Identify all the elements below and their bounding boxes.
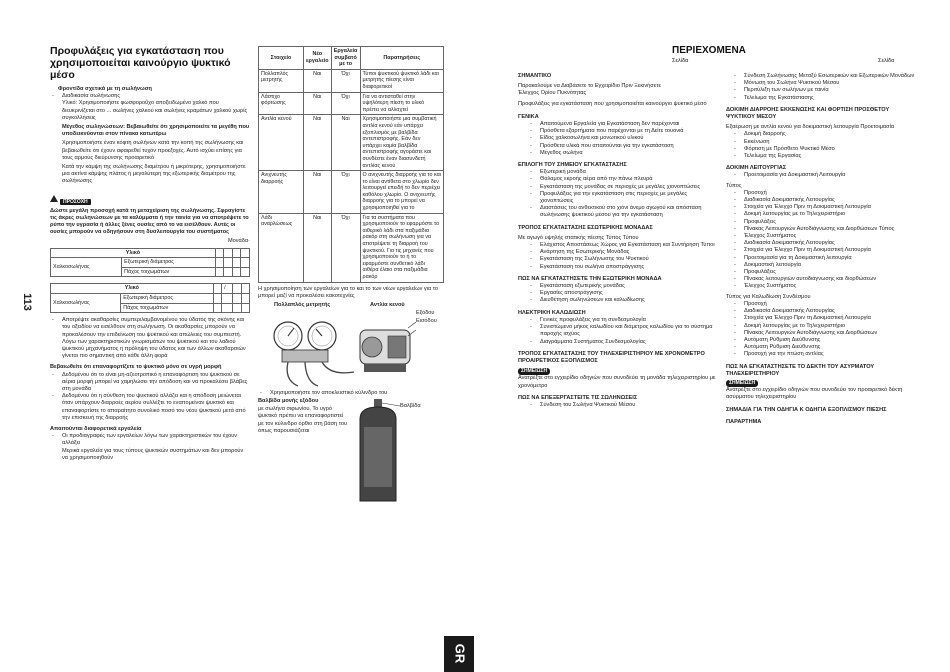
toc-list-electrical <box>518 317 716 346</box>
toc-item: - Στοιχεία για Έλεγχο Πριν τη Δοκιμαστική Λειτουργία <box>732 204 916 211</box>
toc-item: - Εγκατάσταση του σωλήνα αποστράγγισης <box>528 264 716 271</box>
unit-label: Μονάδα· <box>227 238 250 245</box>
toc-item: - Εξωτερική μονάδα <box>528 169 716 176</box>
table-row <box>259 171 444 214</box>
toc-list-indoor <box>518 242 716 271</box>
toc-item: - Αυτόματη Ρύθμιση Διεύθυνσης <box>732 337 916 344</box>
toc-item: - Ανάρτηση της Εσωτερικής Μονάδας <box>528 249 716 256</box>
toc-item: - Στοιχεία για Έλεγχο Πριν τη Δοκιμαστική Λειτουργία <box>732 247 916 254</box>
toc-type-label: Τύπος <box>726 182 742 189</box>
cylinder-block <box>258 397 448 507</box>
toc-item: - Περιτύλιξη των σωλήνων με ταινία <box>732 87 916 94</box>
tools-cell-new: Ναι <box>304 171 332 214</box>
sec2-list <box>50 372 250 422</box>
table-row <box>259 92 444 115</box>
toc-item: - Πίνακας Λειτουργιών Αυτοδιάγνωσης και Διορθώσεων <box>732 330 916 337</box>
toc-item: - Εγκατάσταση της Σωλήνωσης του Ψυκτικού <box>528 256 716 263</box>
toc-item: - Εγκατάσταση της μονάδας σε περιοχές με μεγάλες χιονοπτώσεις <box>528 184 716 191</box>
tools-cell-notes: Για τα συστήματα που χρησιμοποιούν το εφαρμόστε το αιθερικό λάδι στα παξιμάδια ρακόρ στη σωλήνωση για να αποτρέψετε τη διαρροή του ψυκτικού. Για τις μηχανές που χρησιμοποιούν το ή το εφαρμόστε συνθετικό λάδι αιθέρα έλαιο στα παξιμάδια ρακόρ <box>360 213 443 282</box>
toc-item: - Εργασίες αποστράγγισης <box>528 290 716 297</box>
cylinder-heading: Βαλβίδα μονής εξόδου <box>258 398 319 405</box>
toc-heading-piping: ΠΩΣ ΝΑ ΕΠΕΞΕΡΓΑΣΤΕΙΤΕ ΤΙΣ ΣΩΛΗΝΩΣΕΙΣ <box>518 394 638 401</box>
note-badge: ΣΗΜΕΙΩΣΗ <box>726 380 758 387</box>
toc-item: - Δοκιμή λειτουργίας με το Τηλεχειριστήριο <box>732 211 916 218</box>
toc-item: - Φόρτιση με Πρόσθετο Ψυκτικό Μέσο <box>732 146 916 153</box>
manifold-pump-illustration <box>258 310 444 390</box>
toc-heading-outdoor: ΠΩΣ ΝΑ ΕΓΚΑΤΑΣΤΗΣΕΤΕ ΤΗΝ ΕΞΩΤΕΡΙΚΗ ΜΟΝΑΔΑ <box>518 275 662 282</box>
toc-page-col-2: Σελίδα <box>878 58 895 64</box>
tools-col-compat: Εργαλεία συμβατό με το <box>331 47 360 70</box>
toc-heading-indoor: ΤΡΟΠΟΣ ΕΓΚΑΤΑΣΤΑΣΗΣ ΕΣΩΤΕΡΙΚΗΣ ΜΟΝΑΔΑΣ <box>518 224 653 231</box>
toc-item: - Συνιστώμενο μήκος καλωδίου και διάμετρος καλωδίου για το σύστημα παροχής ισχύος <box>528 324 716 338</box>
toc-item: - Προφυλάξεις για την εγκατάσταση στις περιοχές με μεγάλες χιονοπτώσεις <box>528 191 716 205</box>
sec2-bullet-2: - Δεδομένου ότι η σύνθεση του ψυκτικού αλλάζει και η απόδοση μειώνεται όταν υπάρχουν διαρροές αερίου συλλέξτε το εναπομείναν ψυκτικό και επαναφορτίστε το απαραίτητο συνολικό ποσό του νέου ψυκτικού μετά από την επισκευή της διαρροής <box>50 393 250 422</box>
left-column <box>50 45 250 462</box>
pipe-table-2-mark: / <box>222 284 233 294</box>
tools-cell-item: Ανιχνευτής διαρροής <box>259 171 304 214</box>
table-row <box>259 213 444 282</box>
sec1-bold: Μέγεθος σωληνώσεων: Βεβαιωθείτε ότι χρησιμοποιείτε τα μεγέθη που υποδεικνύονται στον πίνακα κατωτέρω <box>62 124 250 138</box>
fig-label-manifold: Πολλαπλός μετρητής <box>274 302 331 308</box>
tools-cell-item: Αντλία κενού <box>259 115 304 171</box>
sec1-para2: Χρησιμοποιήστε έναν κόφτη σωλήνων κατά την κοπή της σωλήνωσης και βεβαιωθείτε ότι έχουν αφαιρεθεί τυχόν προεξοχές. Αυτό ισχύει επίσης για τους αρμούς διεύρυνσης προαιρετικό <box>62 140 244 161</box>
toc-wireless-note: Ανατρέξτε στο εγχειρίδιο οδηγιών που συνοδεύει τον προαιρετικό δέκτη ασύρματου τηλεχειριστηρίου <box>726 387 903 401</box>
toc-item: - Είδος χαλκοσωλήνα και μονωτικού υλικού <box>528 135 716 142</box>
tools-col-notes: Παρατηρήσεις <box>360 47 443 70</box>
toc-item: - Προσοχή για την πτώση αντλίας <box>732 351 916 358</box>
toc-item: - Διαστάσεις του ανθεκτικού στο χιόνι άνεμο αγωγού και απόσταση σωλήνωσης ψυκτικού μέσου για την εγκατάσταση <box>528 205 716 219</box>
toc-list-piping-cont <box>726 73 916 102</box>
pipe-table-2 <box>50 283 250 313</box>
tools-col-item: Στοιχείο <box>259 47 304 70</box>
toc-item: - Διαγράμματα Συστήματος Συνδεσμολογίας <box>528 339 716 346</box>
toc-item: - Στοιχεία για Έλεγχο Πριν τη Δοκιμαστική Λειτουργία <box>732 315 916 322</box>
tools-cell-notes: Τύποι ψυκτικού ψυκτικό λάδι και μετρητής πίεσης είναι διαφορετικοί <box>360 69 443 92</box>
toc-entry: Προφυλάξεις για εγκατάσταση που χρησιμοποιείται καινούργιο ψυκτικό μέσο <box>518 100 707 107</box>
toc-item: - Θάλαμος εκροής αέρα από την πάνω πλευρά <box>528 176 716 183</box>
toc-entry: Παρακαλούμε να Διαβάσετε το Εγχειρίδιο Πριν Ξεκινήσετε <box>518 83 661 90</box>
tools-cell-compat: Όχι <box>331 92 360 115</box>
tools-cell-compat: Όχι <box>331 171 360 214</box>
toc-list-type2 <box>726 301 916 359</box>
toc-item: - Διευθέτηση σωληνώσεων και καλωδίωσης <box>528 297 716 304</box>
toc-item: - Προσοχή <box>732 301 916 308</box>
after-table-text: Η χρησιμοποίηση των εργαλείων για το και το των νέων εργαλείων για το μπορεί μαζί να προκαλέσει κακοτεχνίες <box>258 285 439 299</box>
tools-cell-new: Ναι <box>304 69 332 92</box>
pipe-table-1-material: Χαλκοσωλήνας <box>51 258 122 277</box>
sec1-para3: Κατά την κάμψη της σωλήνωσης διαμέτρου ή μικρότερης, χρησιμοποιήστε μια ακτίνα κάμψης πλάτος ή μεγαλύτερη της εξωτερικής διαμέτρου της σωλήνωσης <box>62 164 246 185</box>
toc-heading-appendix: ΠΑΡΑΡΤΗΜΑ <box>726 418 762 425</box>
toc-item: - Τελείωμα της Εγκατάστασης <box>732 95 916 102</box>
warning-text: Δώστε μεγάλη προσοχή κατά τη μεταχείριση της σωλήνωσης. Σφραγίστε τις άκρες σωληνώσεων με τα καλύμματα ή την ταινία για να αποτρέψετε το ρύπο την υγρασία ή άλλες ξένες ουσίες από το να εισέλθουν. Αυτές οι ουσίες μπορούν να οδηγήσουν στη δυσλειτουργία του συστήματος <box>50 207 249 236</box>
toc-item: - Αυτόματη Ρύθμιση Διεύθυνσης <box>732 344 916 351</box>
sec3-para: Μερικά εργαλεία για τους τύπους ψυκτικών συστημάτων και δεν μπορούν να χρησιμοποιηθούν <box>62 447 244 461</box>
sec3-heading: Απαιτούνται διαφορετικά εργαλεία <box>50 426 142 433</box>
sec1-heading: Φροντίδα σχετικά με τη σωλήνωση <box>58 86 152 92</box>
toc-heading-ped: ΣΗΜΑΔΙΑ ΓΙΑ ΤΗΝ ΟΔΗΓΙΑ Κ ΟΔΗΓΙΑ ΕΞΟΠΛΙΣΜΟΥ ΠΙΕΣΗΣ <box>726 406 887 413</box>
toc-item: - Ελάχιστος Αποστάσεως Χώρος για Εγκατάσταση και Συντήρηση Τύποι <box>528 242 716 249</box>
pipe-table-2-material: Χαλκοσωλήνας <box>51 294 121 313</box>
note-badge: ΣΗΜΕΙΩΣΗ <box>518 368 550 375</box>
sec2-bullet-1: - Δεδομένου ότι το είναι μη-αζεοτροπικό η επαναφόρτιση του ψυκτικού σε αέρια μορφή μπορεί να χαμηλώσει την απόδοση και να προκαλέσει βλάβες στη μονάδα <box>50 372 250 394</box>
after-table-bullet: - Αποτρέψτε ακαθαρσίες συμπεριλαμβανομένου του ύδατος της σκόνης και του οξειδίου να εισέλθουν στη σωλήνωση. Οι ακαθαρσίες μπορούν να προκαλέσουν την επιδείνωση του ψυκτικού και απώλειες του συμπιεστή. Λόγω των χαρακτηριστικών γνωρισμάτων του ψυκτικού και του λαδιού ψυκτικού μηχανήματος η πρόληψη του ύδατος και των άλλων ακαθαρσιών γίνεται πιο σημαντική από κάθε άλλη φορά <box>50 317 250 360</box>
tools-cell-compat: Ναι <box>331 115 360 171</box>
toc-list-type <box>726 190 916 291</box>
toc-heading-location: ΕΠΙΛΟΓΗ ΤΟΥ ΣΗΜΕΙΟΥ ΕΓΚΑΤΑΣΤΑΣΗΣ <box>518 162 627 169</box>
toc-column-2 <box>726 73 916 426</box>
pipe-table-2-head: Υλικό <box>51 284 214 294</box>
toc-title: ΠΕΡΙΕΧΟΜΕΝΑ <box>672 45 746 56</box>
toc-leak-intro: Εξαέρωση με αντλία κενού για δοκιμαστική λειτουργία Προετοιμασία <box>726 124 895 131</box>
sec1-para1: Υλικό: Χρησιμοποιήστε φωσφοροΰχο αποξειδωμένο χαλκό που διευκρινίζεται στο ... σωλήνες χαλκού και σωλήνες κραμάτων χαλκού χωρίς συγκολλήσεις <box>62 100 248 121</box>
toc-item: - Γενικές προφυλάξεις για τη συνδεσμολογία <box>528 317 716 324</box>
tools-cell-new: Ναι <box>304 213 332 282</box>
fig-label-pump: Αντλία κενού <box>370 302 405 308</box>
toc-list-test <box>726 172 916 179</box>
toc-list-leak <box>726 131 916 160</box>
after-table-list <box>50 317 250 360</box>
toc-column-1 <box>518 73 716 409</box>
toc-item: - Προετοιμασία για Δοκιμαστική Λειτουργία <box>732 172 916 179</box>
toc-list-general <box>518 121 716 157</box>
pipe-table-2-row2: Πάχος τοιχωμάτων <box>121 303 213 313</box>
sec1-list <box>50 93 250 100</box>
toc-item: - Πίνακας Λειτουργιών Αυτοδιάγνωσης και Διορθώσεων Τύπος <box>732 226 916 233</box>
pipe-table-1-row1: Εξωτερική διάμετρος <box>122 258 216 268</box>
warning-icon <box>50 195 58 202</box>
tools-table <box>258 46 444 283</box>
cylinder-text: με σωλήνα σιφωνίου. Το υγρό ψυκτικό πρέπει να επαναφορτιστεί με τον κύλινδρο όρθιο στη βάση του όπως παρουσιάζεται <box>258 406 348 434</box>
toc-item: - Εγκατάσταση εξωτερικής μονάδας <box>528 283 716 290</box>
toc-item: - Προσοχή <box>732 190 916 197</box>
toc-item: - Απαιτούμενα Εργαλεία για Εγκατάσταση δεν παρέχονται <box>528 121 716 128</box>
page-number: 113 <box>20 293 33 311</box>
toc-item: - Έλεγχος Συστήματος <box>732 283 916 290</box>
tools-cell-item: Λάστιχο φόρτωσης <box>259 92 304 115</box>
tools-cell-new: Ναι <box>304 92 332 115</box>
table-row <box>259 115 444 171</box>
toc-item: - Διαδικασία Δοκιμαστικής Λειτουργίας <box>732 240 916 247</box>
toc-item: - Πρόσθετα υλικά που απαιτούνται για την εγκατάσταση <box>528 143 716 150</box>
cylinder-list <box>258 390 448 397</box>
sec3-list <box>50 433 250 447</box>
cylinder-valve-label: Βαλβίδα <box>400 403 421 410</box>
pipe-table-2-row1: Εξωτερική διάμετρος <box>121 294 213 304</box>
table-row <box>259 69 444 92</box>
toc-indoor-intro: Με αγωγό υψηλής στατικής πίεσης Τύπος Τύπου <box>518 234 639 241</box>
cylinder-illustration <box>354 397 404 507</box>
fig-label-in: Εισόδου <box>416 318 437 324</box>
toc-item: - Δοκιμή λειτουργίας με το Τηλεχειριστήριο <box>732 323 916 330</box>
pipe-table-1-head: Υλικό <box>51 248 216 258</box>
toc-item: - Πίνακας λειτουργιών αυτοδιάγνωσης και διορθώσεων <box>732 276 916 283</box>
language-tab-label: GR <box>452 643 468 664</box>
cylinder-bullet: - Χρησιμοποιήστε τον αποκλειστικό κύλινδρο του <box>258 390 448 397</box>
toc-item: - Τελείωμα της Εργασίας <box>732 153 916 160</box>
toc-item: - Δοκιμή διαρροής <box>732 131 916 138</box>
tools-cell-notes: Για να αντισταθεί στην υψηλότερη πίεση το υλικό πρέπει να αλλαχτεί <box>360 92 443 115</box>
toc-list-outdoor <box>518 283 716 305</box>
sec3-bullet: - Οι προδιαγραφές των εργαλείων λόγω των χαρακτηριστικών του έχουν αλλάξει <box>50 433 250 447</box>
manifold-figure <box>258 302 448 390</box>
toc-item: - Έλεγχος Συστήματος <box>732 233 916 240</box>
pipe-table-1 <box>50 248 250 278</box>
toc-heading-wireless: ΠΩΣ ΝΑ ΕΓΚΑΤΑΣΤΗΣΕΤΕ ΤΟ ΔΕΚΤΗ ΤΟΥ ΑΣΥΡΜΑΤΟΥ ΤΗΛΕΧΕΙΡΙΣΤΗΡΙΟΥ <box>726 363 875 377</box>
toc-item: - Σύνδεση Σωλήνωσης Μεταξύ Εσωτερικών και Εξωτερικών Μονάδων <box>732 73 916 80</box>
toc-type2-label: Τύπος για Καλωδίωση Συνδέσμου <box>726 293 811 300</box>
warning-block <box>50 190 250 237</box>
toc-heading-timer: ΤΡΟΠΟΣ ΕΓΚΑΤΑΣΤΑΣΗΣ ΤΟΥ ΤΗΛΕΧΕΙΡΙΣΤΗΡΙΟΥ ΜΕ ΧΡΟΝΟΜΕΤΡΟ ΠΡΟΑΙΡΕΤΙΚΟΣ ΕΞΟΠΛΙΣΜΟΣ <box>518 350 705 364</box>
toc-entry-important: ΣΗΜΑΝΤΙΚΟ <box>518 73 552 79</box>
toc-item: - Διαδικασία Δοκιμαστικής Λειτουργίας <box>732 197 916 204</box>
toc-page-col-1: Σελίδα <box>672 58 689 64</box>
tools-col-new: Νέο εργαλείο <box>304 47 332 70</box>
toc-heading-test: ΔΟΚΙΜΗ ΛΕΙΤΟΥΡΓΙΑΣ <box>726 165 787 172</box>
left-title: Προφυλάξεις για εγκατάσταση που χρησιμοποιείται καινούργιο ψυκτικό μέσο <box>50 45 231 81</box>
sec1-bullet: - Διαδικασία σωλήνωσης <box>50 93 250 100</box>
toc-item: - Μόνωση του Σωλήνα Ψυκτικού Μέσου <box>732 80 916 87</box>
toc-entry: Έλεγχος Ορίου Πυκνότητας <box>518 90 587 97</box>
toc-list-piping <box>518 402 716 409</box>
toc-heading-general: ΓΕΝΙΚΑ <box>518 113 539 120</box>
toc-item: - Πρόσθετα εξαρτήματα που παρέχονται με τη Δείτε τουονιά <box>528 128 716 135</box>
tools-cell-notes: Χρησιμοποιήστε μια συμβατική αντλία κενού εάν υπάρχει εξοπλισμός με βαλβίδα αντεπιστροφής. Εάν δεν υπάρχει καμία βαλβίδα αντεπιστροφής αγοράστε και συνδέστε έναν διασυνδετή αντλίας κενού <box>360 115 443 171</box>
tools-cell-item: Πολλαπλός μετρητής <box>259 69 304 92</box>
toc-heading-leak: ΔΟΚΙΜΗ ΔΙΑΡΡΟΗΣ ΕΚΚΕΝΩΣΗΣ ΚΑΙ ΦΟΡΤΙΣΗ ΠΡΟΣΘΕΤΟΥ ΨΥΚΤΙΚΟΥ ΜΕΣΟΥ <box>726 106 890 121</box>
fig-label-out: Εξόδου <box>416 310 435 316</box>
tools-cell-new: Ναι <box>304 115 332 171</box>
toc-item: - Μέγεθος σωλήνα <box>528 150 716 157</box>
toc-list-location <box>518 169 716 219</box>
toc-timer-note: Ανατρέξτε στο εγχειρίδιο οδηγιών που συνοδεύει τη μονάδα τηλεχειριστηρίου με χρονόμετρο <box>518 375 716 389</box>
toc-item: - Διαδικασία Δοκιμαστικής Λειτουργίας <box>732 308 916 315</box>
toc-item: - Προφυλάξεις <box>732 269 916 276</box>
tools-cell-notes: Ο ανιχνευτής διαρροής για το και το είναι αντίθετα στο χλωρίο δεν λειτουργεί επειδή το δεν περιέχει καθόλου χλωρίο. Ο ανιχνευτής διαρροής για το μπορεί να χρησιμοποιηθεί για το <box>360 171 443 214</box>
tools-cell-compat: Όχι <box>331 213 360 282</box>
toc-item: - Δοκιμαστική λειτουργία <box>732 262 916 269</box>
tools-cell-compat: Όχι <box>331 69 360 92</box>
language-tab <box>444 636 474 672</box>
toc-item: - Εκκένωση <box>732 139 916 146</box>
toc-item: - Προετοιμασία για τη Δοκιμαστική λειτουργία <box>732 255 916 262</box>
tools-cell-item: Λάδι αναρλώσεως <box>259 213 304 282</box>
toc-item: - Σύνδεση του Σωλήνα Ψυκτικού Μέσου <box>528 402 716 409</box>
pipe-table-1-row2: Πάχος τοιχωμάτων <box>122 267 216 277</box>
toc-heading-electrical: ΗΛΕΚΤΡΙΚΗ ΚΑΛΩΔΙΩΣΗ <box>518 309 586 316</box>
sec2-heading: Βεβαιωθείτε ότι επαναφορτίζετε το ψυκτικό μόνο σε υγρή μορφή <box>50 364 222 371</box>
middle-column <box>258 46 448 507</box>
warning-label: ΠΡΟΣΟΧΗ <box>60 199 91 205</box>
toc-item: - Προφυλάξεις <box>732 219 916 226</box>
